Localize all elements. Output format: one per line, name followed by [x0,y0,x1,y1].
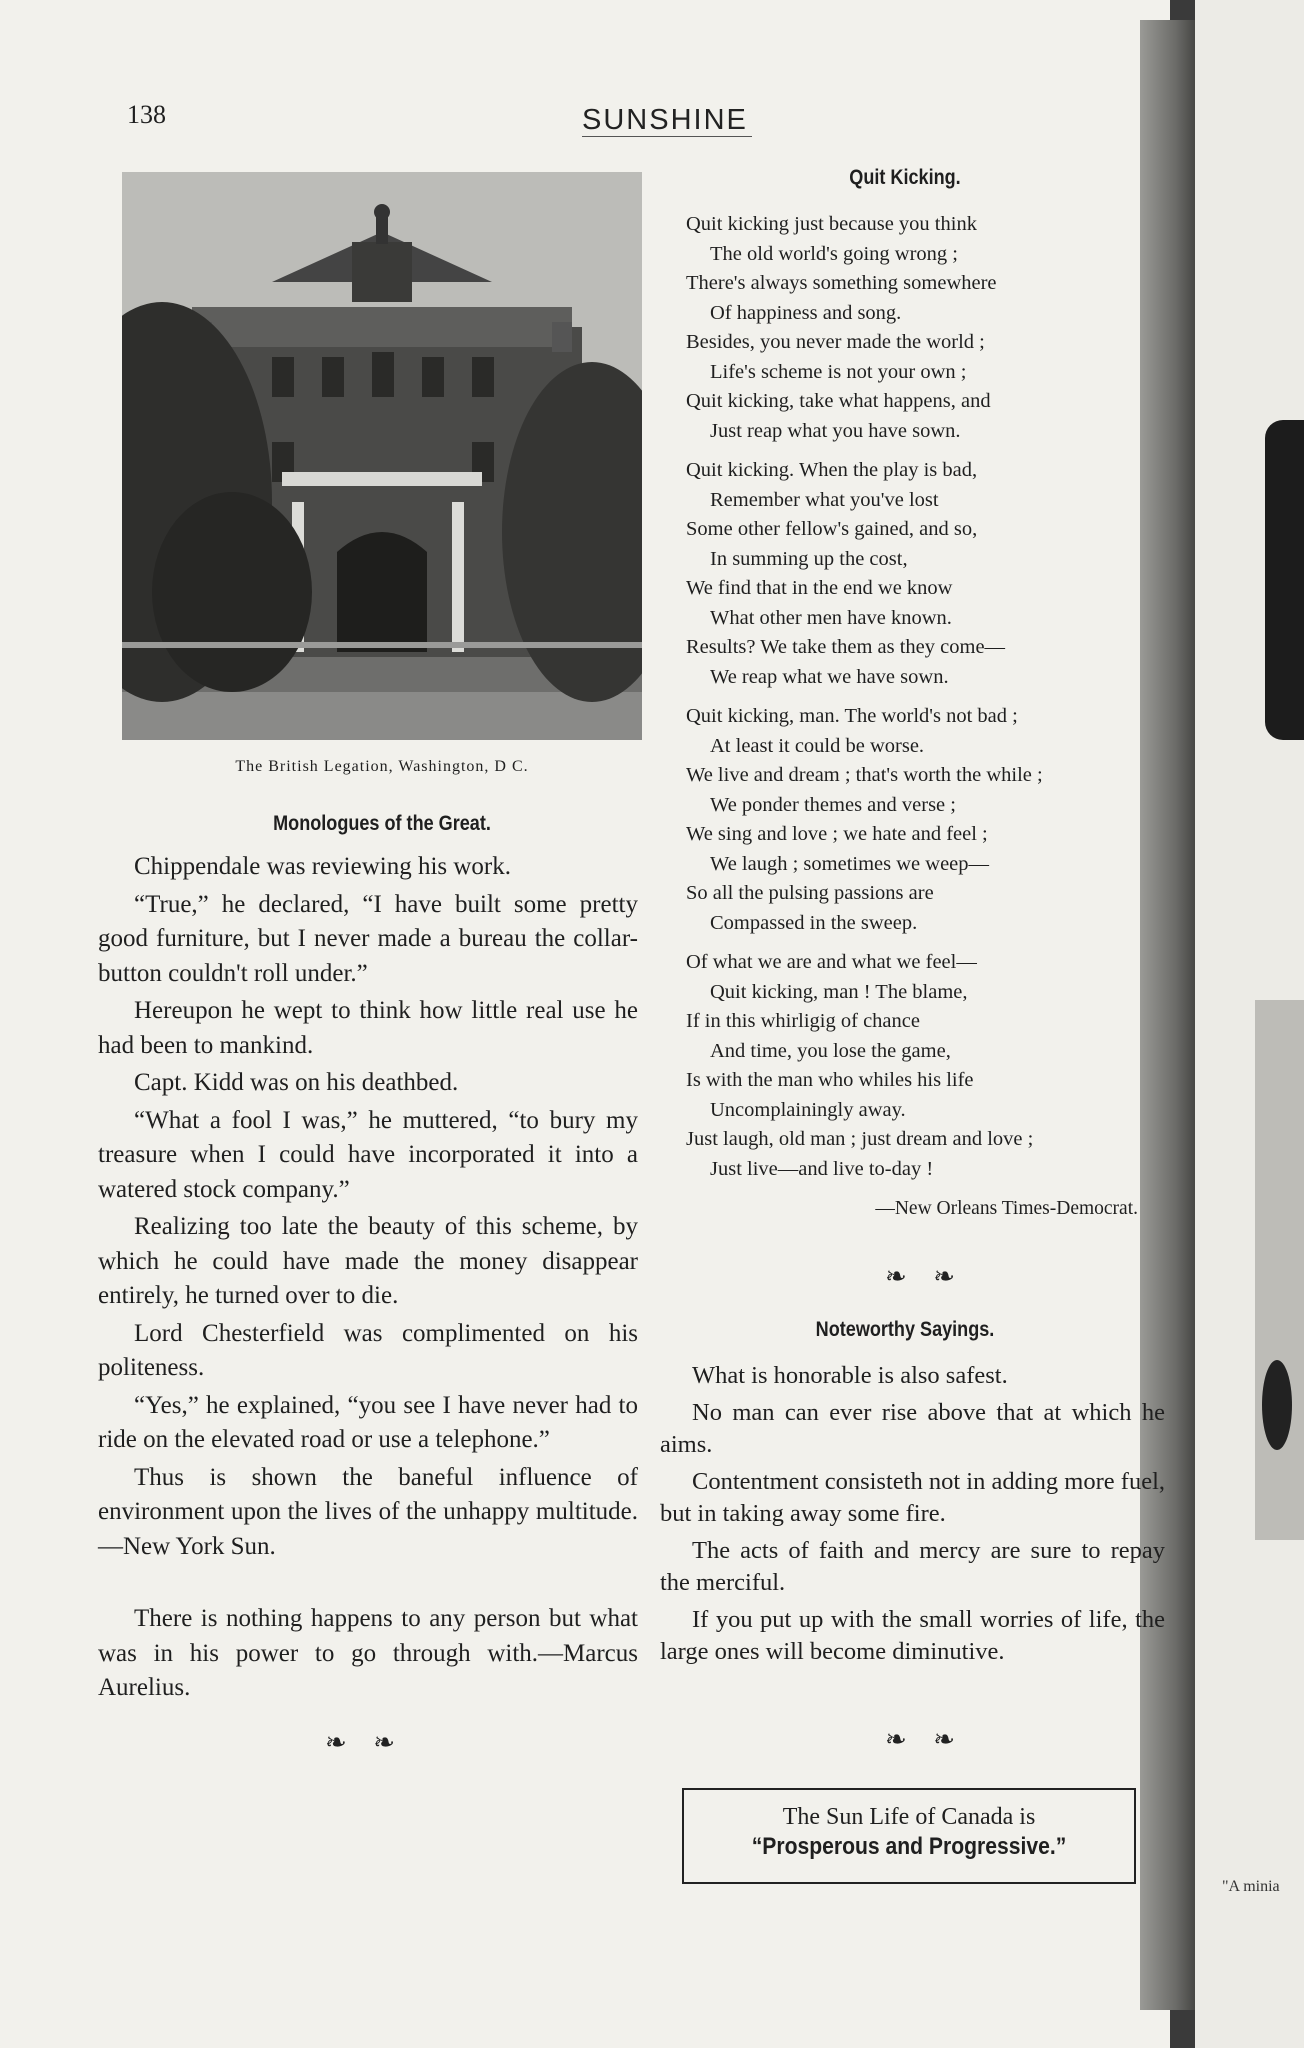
poem-line: Of happiness and song. [710,301,902,324]
ornament-divider: ❧ ❧ [885,1262,966,1291]
poem-line: Life's scheme is not your own ; [710,360,967,383]
monologues-heading: Monologues of the Great. [273,812,491,835]
paragraph: “Yes,” he explained, “you see I have never had to ride on the elevated road or use a telephone.” [98,1391,638,1453]
poem-line: Quit kicking, man. The world's not bad ; [686,705,1018,727]
photo-caption: The British Legation, Washington, D C. [235,758,529,775]
facing-page-photo-fragment [1255,1000,1304,1540]
poem-stanza [686,456,1156,692]
paragraph: Lord Chesterfield was complimented on his politeness. [98,1319,638,1381]
ornament-divider: ❧ ❧ [325,1728,406,1757]
poem-stanza [686,210,1156,446]
poem-line: Just reap what you have sown. [710,419,961,442]
poem-line: Quit kicking just because you think [686,213,977,235]
poem-line: And time, you lose the game, [710,1039,951,1062]
poem-line: So all the pulsing passions are [686,882,934,904]
poem-line: Quit kicking. When the play is bad, [686,459,978,481]
poem-line: Some other fellow's gained, and so, [686,518,978,540]
noteworthy-sayings-list [660,1360,1165,1673]
poem-attribution: —New Orleans Times-Democrat. [875,1198,1138,1219]
paragraph: “True,” he declared, “I have built some pretty good furniture, but I never made a bureau the collar-button couldn't roll under.” [98,890,638,987]
poem-line: The old world's going wrong ; [710,242,958,265]
poem-line: Uncomplainingly away. [710,1098,906,1121]
ad-line: The Sun Life of Canada is [782,1804,1036,1830]
ornament-divider: ❧ ❧ [885,1725,966,1754]
paragraph: Chippendale was reviewing his work. [134,853,512,880]
marcus-aurelius-quote: There is nothing happens to any person but what was in his power to go through with.—Marcus Aurelius. [98,1605,638,1701]
sun-life-advertisement [682,1788,1136,1884]
paragraph: Hereupon he wept to think how little real use he had been to mankind. [98,997,638,1059]
quit-kicking-poem [686,210,1156,1224]
poem-line: There's always something somewhere [686,272,997,294]
poem-line: Remember what you've lost [710,488,939,511]
ad-slogan: “Prosperous and Progressive.” [751,1833,1067,1860]
poem-line: Just live—and live to-day ! [710,1157,934,1180]
poem-line: We reap what we have sown. [710,665,949,688]
legation-photo [122,172,642,740]
paragraph: “What a fool I was,” he muttered, “to bury my treasure when I could have incorporated it into a watered stock company.” [98,1106,638,1203]
poem-line: We ponder themes and verse ; [710,793,956,816]
poem-line: In summing up the cost, [710,547,908,570]
page-number: 138 [127,100,166,129]
running-title: SUNSHINE [582,104,748,136]
poem-line: We laugh ; sometimes we weep— [710,852,990,875]
poem-line: Of what we are and what we feel— [686,951,977,973]
poem-line: Quit kicking, man ! The blame, [710,980,968,1003]
poem-line: Just laugh, old man ; just dream and love ; [686,1128,1034,1150]
paragraph: Capt. Kidd was on his deathbed. [134,1069,459,1096]
saying: No man can ever rise above that at which he aims. [660,1398,1165,1458]
noteworthy-sayings-heading: Noteworthy Sayings. [815,1318,995,1341]
poem-line: We find that in the end we know [686,577,953,599]
poem-line: At least it could be worse. [710,734,925,757]
poem-line: Besides, you never made the world ; [686,331,985,353]
poem-title: Quit Kicking. [849,166,961,189]
paragraph: Thus is shown the baneful influence of environment upon the lives of the unhappy multitude.—New York Sun. [98,1463,638,1560]
saying: If you put up with the small worries of life, the large ones will become diminutive. [660,1605,1165,1665]
poem-line: Compassed in the sweep. [710,911,918,934]
poem-stanza [686,948,1156,1184]
title-underline [582,136,752,137]
poem-stanza [686,702,1156,938]
saying: Contentment consisteth not in adding more fuel, but in taking away some fire. [660,1467,1165,1527]
poem-line: Is with the man who whiles his life [686,1069,974,1091]
facing-page-photo-fragment [1265,420,1304,740]
facing-page-caption: "A minia [1222,1878,1280,1895]
saying: What is honorable is also safest. [692,1362,1008,1389]
poem-line: What other men have known. [710,606,952,629]
poem-line: Results? We take them as they come— [686,636,1006,658]
monologues-article [98,850,638,1709]
saying: The acts of faith and mercy are sure to repay the merciful. [660,1536,1165,1596]
poem-line: Quit kicking, take what happens, and [686,390,991,412]
facing-page-photo-fragment [1262,1360,1292,1450]
legation-building-illustration [122,172,642,740]
poem-line: If in this whirligig of chance [686,1010,920,1032]
poem-line: We sing and love ; we hate and feel ; [686,823,988,845]
poem-line: We live and dream ; that's worth the while ; [686,764,1043,786]
paragraph: Realizing too late the beauty of this scheme, by which he could have made the money disappear entirely, he turned over to die. [98,1213,638,1309]
